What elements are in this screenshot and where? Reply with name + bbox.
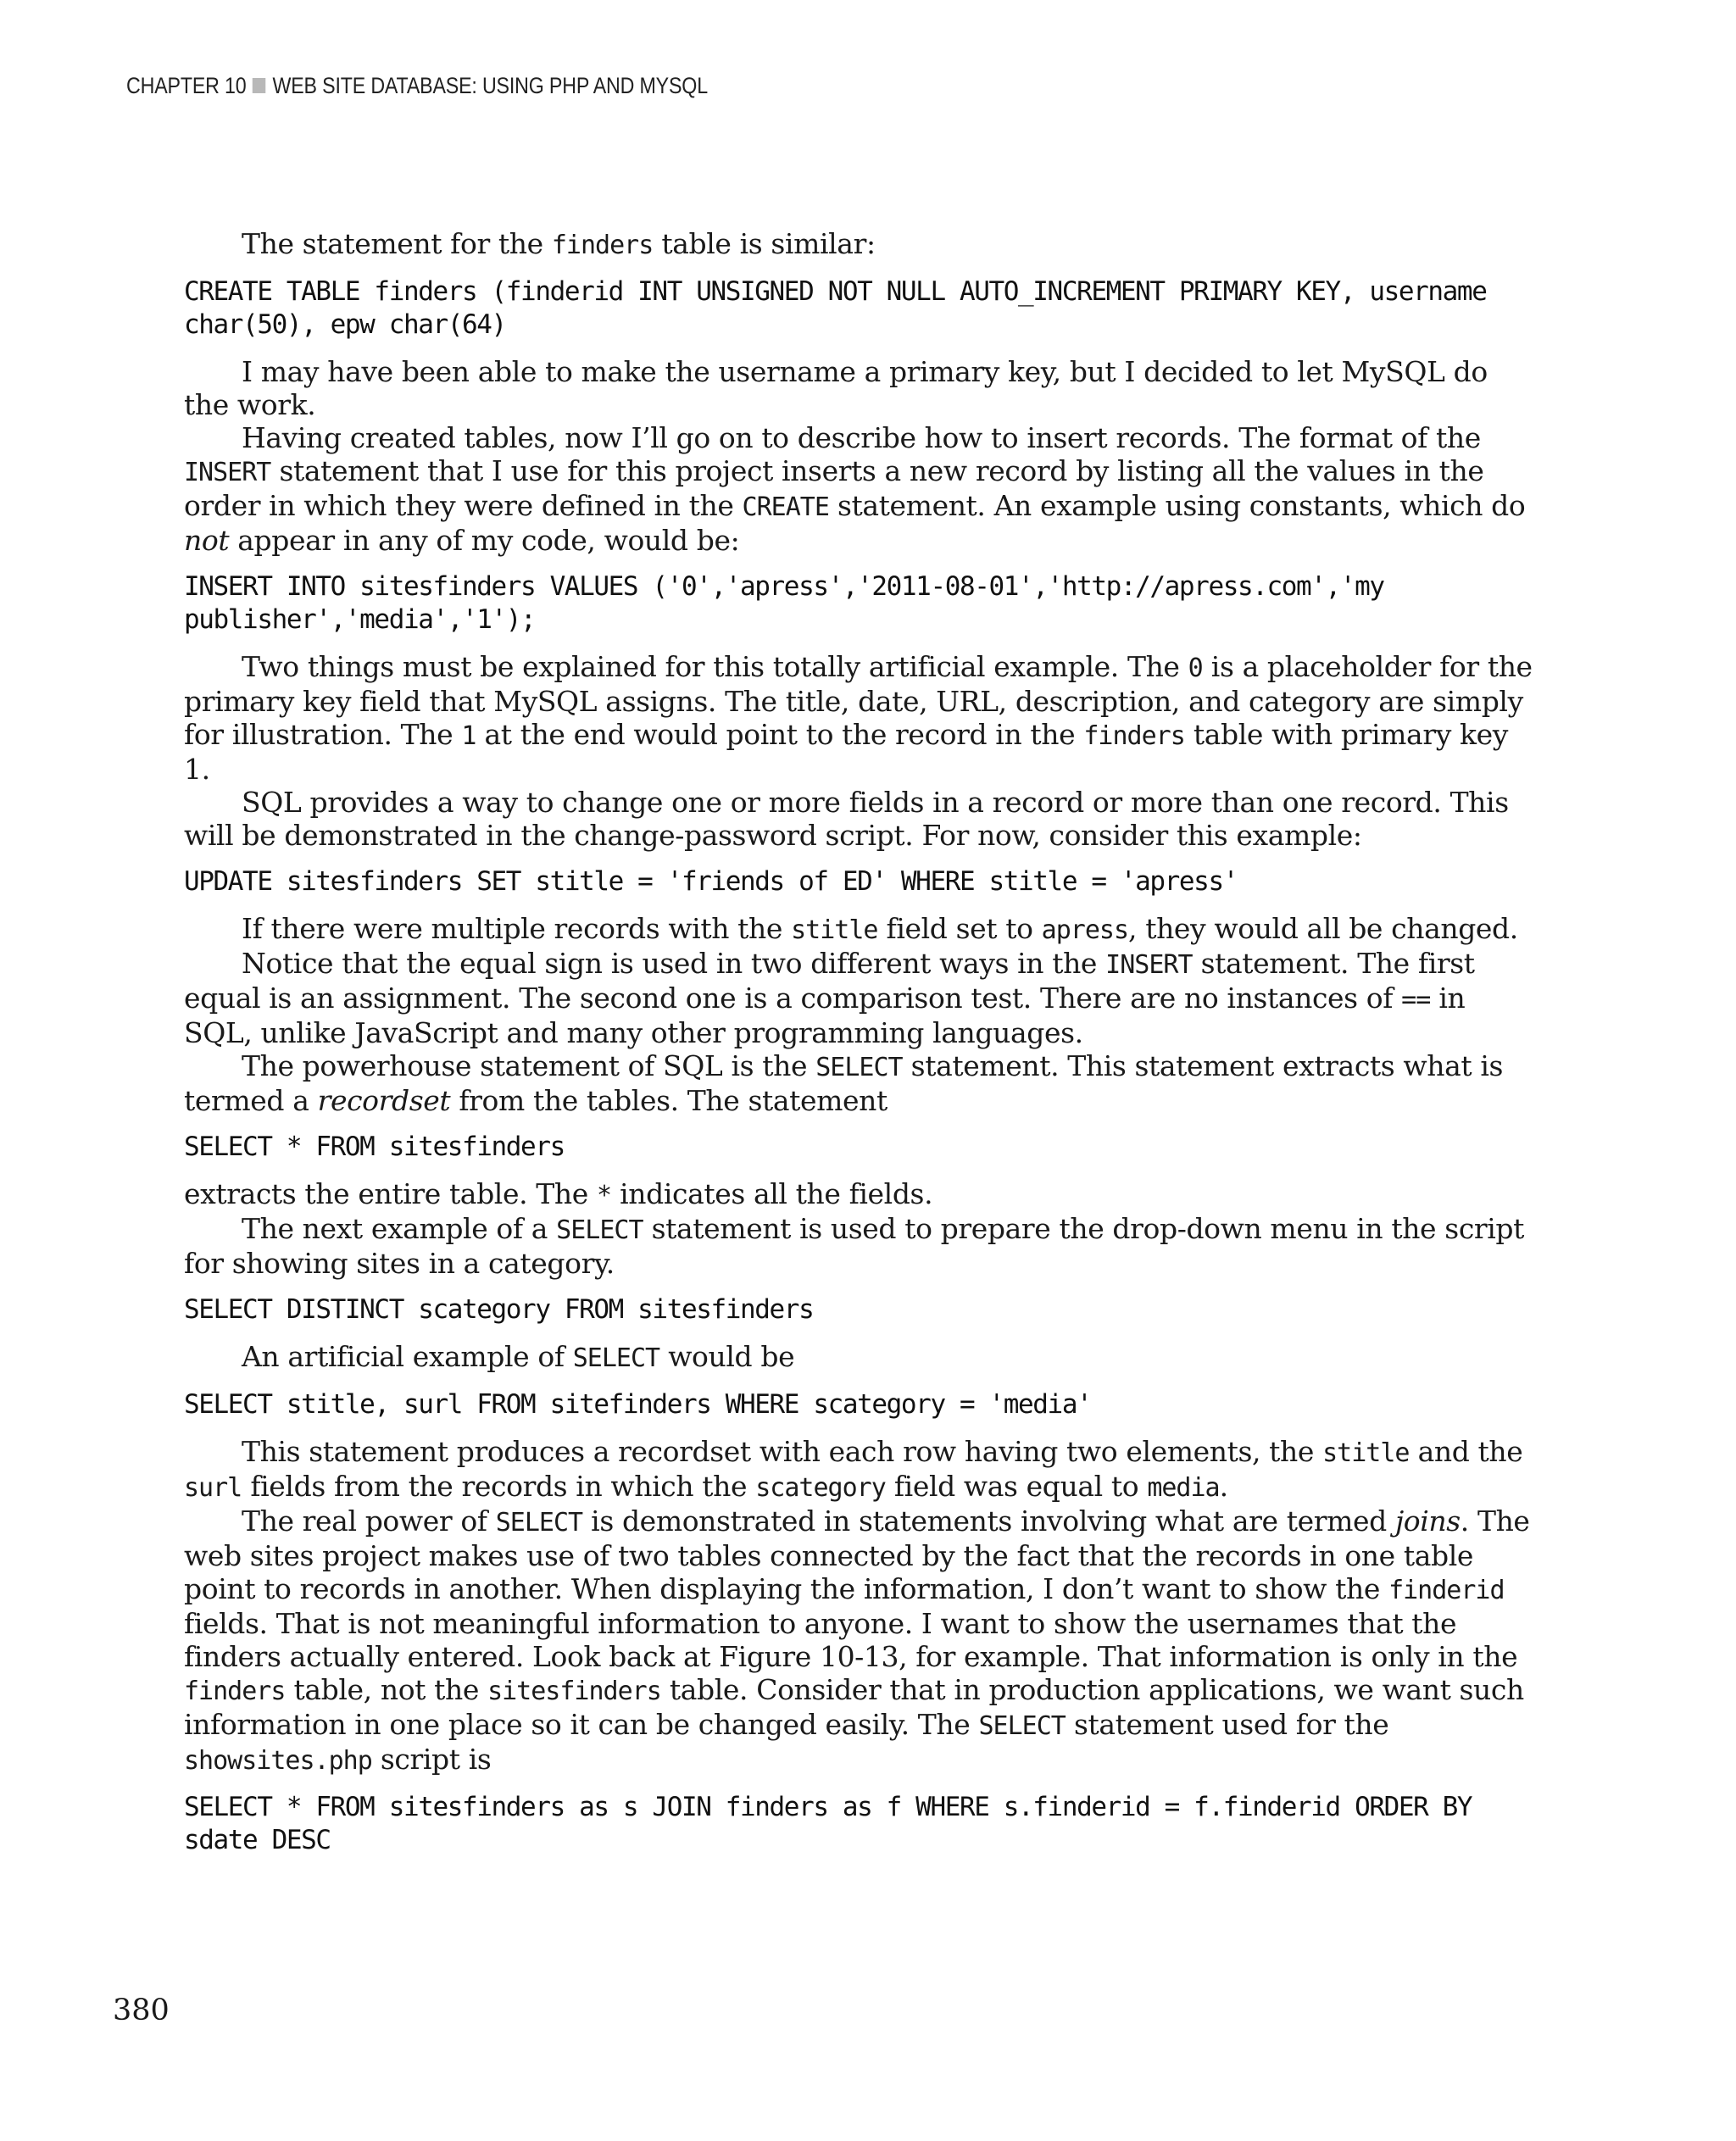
text: The statement for the xyxy=(242,227,552,260)
inline-code: 0 xyxy=(1188,653,1203,683)
text: Having created tables, now I’ll go on to describe how to insert records. The format of the xyxy=(242,421,1481,454)
text: Two things must be explained for this totally artificial example. The xyxy=(242,650,1188,683)
inline-code: media xyxy=(1147,1473,1220,1503)
inline-code: stitle xyxy=(1322,1438,1410,1468)
paragraph xyxy=(184,1177,1540,1212)
text: table with primary key 1. xyxy=(184,718,1509,786)
paragraph: I may have been able to make the username a primary key, but I decided to let MySQL do the work. xyxy=(184,355,1488,421)
inline-code: == xyxy=(1401,985,1431,1015)
text: is demonstrated in statements involving what are termed xyxy=(582,1504,1395,1538)
inline-code: finderid xyxy=(1388,1576,1505,1605)
text: table, not the xyxy=(285,1673,488,1706)
code-block-select-where: SELECT stitle, surl FROM sitefinders WHERE scategory = 'media' xyxy=(184,1389,1092,1420)
code-block-create-table: CREATE TABLE finders (finderid INT UNSIGNED NOT NULL AUTO_INCREMENT PRIMARY KEY, username char(50), epw char(64) xyxy=(184,276,1501,340)
inline-code: SELECT xyxy=(815,1053,903,1082)
paragraph xyxy=(184,227,1540,262)
code-block-select-distinct: SELECT DISTINCT scategory FROM sitesfinders xyxy=(184,1294,814,1325)
text: fields from the records in which the xyxy=(242,1470,756,1503)
chapter-title: WEB SITE DATABASE: USING PHP AND MYSQL xyxy=(272,73,708,98)
paragraph xyxy=(184,1049,1540,1117)
text: statement that I use for this project inserts a new record by listing all the values in the order in which they were defined in the xyxy=(184,454,1484,522)
text: The real power of xyxy=(242,1504,496,1538)
code-block-insert: INSERT INTO sitesfinders VALUES ('0','apress','2011-08-01','http://apress.com','my publisher','media','1'); xyxy=(184,571,1399,635)
paragraph xyxy=(184,1435,1540,1504)
inline-code: INSERT xyxy=(184,458,271,487)
text: The powerhouse statement of SQL is the xyxy=(242,1049,816,1082)
paragraph xyxy=(184,1340,1540,1375)
paragraph xyxy=(184,1212,1540,1280)
page-number: 380 xyxy=(113,1994,170,2027)
inline-code: SELECT xyxy=(572,1343,660,1373)
code-block-update: UPDATE sitesfinders SET stitle = 'friends of ED' WHERE stitle = 'apress' xyxy=(184,866,1238,897)
paragraph xyxy=(184,912,1540,947)
inline-code: apress xyxy=(1041,915,1129,945)
text: fields. That is not meaningful information to anyone. I want to show the usernames that the finders actually entered. Look back at Figure 10-13, for example. That information is only in the xyxy=(184,1607,1518,1673)
paragraph xyxy=(184,1504,1540,1777)
inline-code: INSERT xyxy=(1105,950,1193,980)
paragraph xyxy=(184,947,1540,1049)
text: statement. The first equal is an assignment. The second one is a comparison test. There are no instances of xyxy=(184,947,1475,1015)
inline-code: finders xyxy=(1083,721,1185,751)
text: An artificial example of xyxy=(242,1340,573,1373)
text: , they would all be changed. xyxy=(1128,912,1518,945)
text: table. Consider that in production applications, we want such information in one place so it can be changed easily. The xyxy=(184,1673,1524,1741)
page-body xyxy=(184,227,1540,1857)
text: extracts the entire table. The xyxy=(184,1177,597,1210)
inline-code: CREATE xyxy=(742,492,829,522)
emphasis: joins xyxy=(1394,1504,1461,1538)
text: . The web sites project makes use of two tables connected by the fact that the records in one table point to records in another. When displaying the information, I don’t want to show the xyxy=(184,1504,1530,1605)
text: from the tables. The statement xyxy=(450,1084,887,1117)
inline-code: sitesfinders xyxy=(487,1677,661,1706)
code-block-select-join: SELECT * FROM sitesfinders as s JOIN finders as f WHERE s.finderid = f.finderid ORDER BY sdate DESC xyxy=(184,1792,1487,1855)
inline-code: surl xyxy=(184,1473,242,1503)
text: The next example of a xyxy=(242,1212,557,1245)
text: . xyxy=(1219,1470,1228,1503)
text: at the end would point to the record in the xyxy=(476,718,1084,751)
text: Notice that the equal sign is used in two different ways in the xyxy=(242,947,1106,980)
inline-code: SELECT xyxy=(495,1508,583,1538)
text: This statement produces a recordset with each row having two elements, the xyxy=(242,1435,1323,1468)
paragraph: SQL provides a way to change one or more fields in a record or more than one record. This will be demonstrated in the change-password script. For now, consider this example: xyxy=(184,786,1509,852)
inline-code: * xyxy=(596,1181,612,1210)
square-bullet-icon xyxy=(252,78,264,93)
text: would be xyxy=(659,1340,795,1373)
text: statement. An example using constants, which do xyxy=(828,489,1526,522)
text: field set to xyxy=(877,912,1042,945)
text: statement is used to prepare the drop-down menu in the script for showing sites in a category. xyxy=(184,1212,1525,1280)
text: field was equal to xyxy=(885,1470,1148,1503)
text: statement used for the xyxy=(1065,1708,1389,1741)
inline-code: showsites.php xyxy=(184,1746,372,1776)
inline-code: stitle xyxy=(791,915,878,945)
text: in SQL, unlike JavaScript and many other programming languages. xyxy=(184,982,1466,1049)
inline-code: SELECT xyxy=(556,1215,643,1245)
running-header xyxy=(126,73,708,99)
text: table is similar: xyxy=(653,227,876,260)
text: If there were multiple records with the xyxy=(242,912,792,945)
text: is a placeholder for the primary key field that MySQL assigns. The title, date, URL, description, and category are simply for illustration. The xyxy=(184,650,1533,751)
text: indicates all the fields. xyxy=(611,1177,933,1210)
code-block-select-all: SELECT * FROM sitesfinders xyxy=(184,1132,565,1162)
text: and the xyxy=(1409,1435,1523,1468)
inline-code: scategory xyxy=(755,1473,886,1503)
inline-code: finders xyxy=(184,1677,286,1706)
inline-code: SELECT xyxy=(978,1711,1066,1741)
inline-code: finders xyxy=(551,231,654,260)
paragraph xyxy=(184,421,1540,557)
text: statement. This statement extracts what is termed a xyxy=(184,1049,1504,1117)
inline-code: 1 xyxy=(461,721,476,751)
text: script is xyxy=(371,1743,492,1776)
chapter-label: CHAPTER 10 xyxy=(126,73,247,98)
emphasis: recordset xyxy=(317,1084,451,1117)
emphasis: not xyxy=(184,524,230,557)
paragraph xyxy=(184,650,1540,786)
text: appear in any of my code, would be: xyxy=(229,524,740,557)
